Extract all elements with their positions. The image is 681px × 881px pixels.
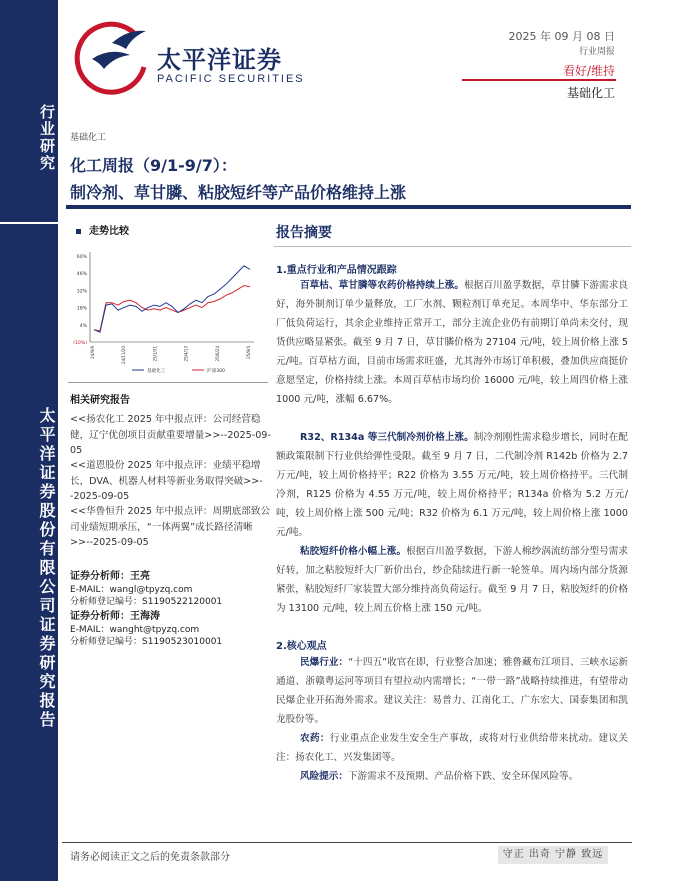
analyst-email[interactable]: E-MAIL：wanght@tpyzq.com: [70, 624, 200, 635]
summary-para-pesticide-view: [276, 729, 628, 767]
band-label-research: 行业研究: [38, 104, 56, 172]
analyst-2: [70, 611, 222, 649]
footer-divider: [62, 842, 632, 843]
band-separator: [0, 222, 58, 224]
industry-label: 基础化工: [566, 86, 615, 100]
summary-heading-1: 1.重点行业和产品情况跟踪: [276, 265, 397, 276]
series-line-hs300: [94, 286, 250, 331]
x-tick-label: 24/11/20: [121, 346, 127, 364]
y-tick-label: 60%: [76, 255, 87, 260]
analyst-email[interactable]: E-MAIL：wangl@tpyzq.com: [70, 584, 193, 595]
series-line-chemical: [94, 266, 250, 332]
trend-heading: [76, 222, 129, 237]
left-band: [0, 0, 58, 881]
related-report-2[interactable]: <<道恩股份 2025 年中报点评：业绩平稳增长，DVA、机器人材料等新业务取得突破>>--2025-09-05: [70, 460, 263, 502]
page-title-line1: 化工周报（9/1-9/7）：: [70, 156, 237, 175]
x-tick-label: 25/6/24: [214, 346, 220, 362]
analyst-label: 证券分析师：: [70, 611, 130, 622]
title-divider: [66, 205, 631, 209]
band-label-company: 太平洋证券股份有限公司证券研究报告: [37, 406, 56, 730]
related-heading: 相关研究报告: [70, 395, 130, 406]
analyst-reg: 分析师登记编号：S1190523010001: [70, 637, 223, 647]
para-lead: 农药：: [300, 733, 330, 744]
para-lead: 粘胶短纤价格小幅上涨。: [300, 546, 407, 557]
section-label: 基础化工: [70, 133, 107, 143]
para-body: 根据百川盈孚数据，下游人棉纱涡流纺部分型号需求好转，加之粘胶短纤大厂新价出台，纱企陆续进行新一轮签单。周内场内部分货源紧张，粘胶短纤厂家装置大部分维持高负荷运行。截至 9 月 7 日，粘胶短纤的价格为 13100 元/吨，较上周五价格上涨 150 元/吨。: [276, 546, 629, 614]
summary-para-risk: [276, 767, 628, 786]
x-tick-label: 24/9/9: [90, 346, 95, 359]
para-body: 行业重点企业发生安全生产事故，或将对行业供给带来扰动。建议关注：扬农化工、兴发集团等。: [276, 733, 629, 763]
trend-chart: [70, 244, 268, 380]
para-lead: 风险提示：: [300, 771, 348, 782]
y-tick-label: 32%: [76, 289, 87, 295]
x-tick-label: 25/9/4: [246, 346, 251, 359]
summary-para-explosives: [276, 653, 628, 729]
analyst-label: 证券分析师：: [70, 571, 130, 582]
para-body: 制冷剂刚性需求稳步增长，同时在配额政策限制下行业供给弹性受限。截至 9 月 7 日，二代制冷剂 R142b 价格为 2.7 万元/吨，较上周价格持平；R22 价格为 3.55 万元/吨，较上周价格持平。三代制冷剂，R125 价格为 4.55 万元/吨，较上周价格持平；R134a 价格为 5.2 万元/吨，较上周价格上涨 500 元/吨；R32 价格为 6.1 万元/吨，较上周价格上涨 1000 元/吨。: [276, 432, 629, 538]
y-tick-label: 18%: [76, 306, 87, 312]
related-report-3[interactable]: <<华鲁恒升 2025 年中报点评：周期底部致公司业绩短期承压，“一体两翼”成长路径清晰>>--2025-09-05: [70, 506, 271, 548]
para-body: 下游需求不及预期、产品价格下跌、安全环保风险等。: [347, 771, 579, 782]
summary-para-refrigerant: [276, 428, 628, 542]
related-report-1[interactable]: <<扬农化工 2025 年中报点评：公司经营稳健，辽宁优创项目贡献重要增量>>--2025-09-05: [70, 414, 271, 456]
trend-heading-text: 走势比较: [89, 226, 129, 237]
legend-label: 沪深300: [207, 369, 225, 374]
analyst-1: [70, 571, 222, 609]
rating-underline: [462, 79, 616, 81]
y-tick-label: (10%): [73, 341, 87, 346]
report-type: 行业周报: [578, 47, 615, 57]
para-lead: 百草枯、草甘膦等农药价格持续上涨。: [300, 280, 465, 291]
analyst-name: 王海涛: [130, 611, 160, 622]
y-tick-label: 4%: [79, 323, 87, 329]
page-title-line2: 制冷剂、草甘膦、粘胶短纤等产品价格维持上涨: [70, 183, 407, 202]
summary-heading-2: 2.核心观点: [276, 641, 327, 652]
x-tick-label: 25/4/13: [183, 346, 189, 362]
analyst-reg: 分析师登记编号：S1190522120001: [70, 597, 223, 607]
summary-para-viscose: [276, 542, 628, 618]
y-tick-label: 46%: [76, 272, 87, 278]
analyst-name: 王亮: [130, 571, 150, 582]
logo-name-en: PACIFIC SECURITIES: [157, 73, 305, 85]
square-bullet-icon: [76, 229, 81, 234]
para-lead: R32、R134a 等三代制冷剂价格上涨。: [300, 432, 474, 443]
rating-badge: 看好/维持: [562, 64, 615, 78]
report-date: 2025 年 09 月 08 日: [508, 30, 615, 43]
logo-name-cn: 太平洋证券: [157, 46, 282, 74]
x-axis-ticks: [90, 346, 251, 364]
footer-disclaimer: 请务必阅读正文之后的免责条款部分: [70, 852, 230, 863]
summary-divider: [274, 246, 631, 247]
para-lead: 民爆行业：: [300, 657, 349, 668]
chart-legend: [132, 367, 225, 374]
para-body: 根据百川盈孚数据，草甘膦下游需求良好，海外制剂订单少量释放，工厂水剂、颗粒剂订单充足。本周华中、华东部分工厂低负荷运行，其余企业维持正常开工，部分主流企业仍有前期订单尚未交付，现货供应略显紧张。截至 9 月 7 日，草甘膦价格为 27104 元/吨，较上周价格上涨 5 元/吨。百草枯方面，目前市场需求旺盛，尤其海外市场订单积极，叠加供应商挺价意愿坚定，价格持续上涨。本周百草枯市场均价 16000 元/吨，较上周四价格上涨 1000 元/吨，涨幅 6.67%。: [276, 280, 629, 405]
y-axis-ticks: [73, 254, 87, 346]
x-tick-label: 25/1/31: [152, 346, 158, 362]
footer-motto: 守正 出奇 宁静 致远: [498, 846, 608, 864]
chart-divider: [68, 382, 268, 383]
summary-title: 报告摘要: [276, 225, 332, 241]
para-body: “十四五”收官在即，行业整合加速；雅鲁藏布江项目、三峡水运新通道、浙赣粤运河等项目有望拉动内需增长；“一带一路”战略持续推进，有望带动民爆企业开拓海外需求。建议关注：易普力、江南化工、广东宏大、国泰集团和凯龙股份等。: [276, 657, 628, 725]
legend-label: 基础化工: [147, 369, 166, 374]
pacific-securities-logo-icon: [70, 15, 154, 95]
summary-para-pesticide: [276, 276, 628, 409]
